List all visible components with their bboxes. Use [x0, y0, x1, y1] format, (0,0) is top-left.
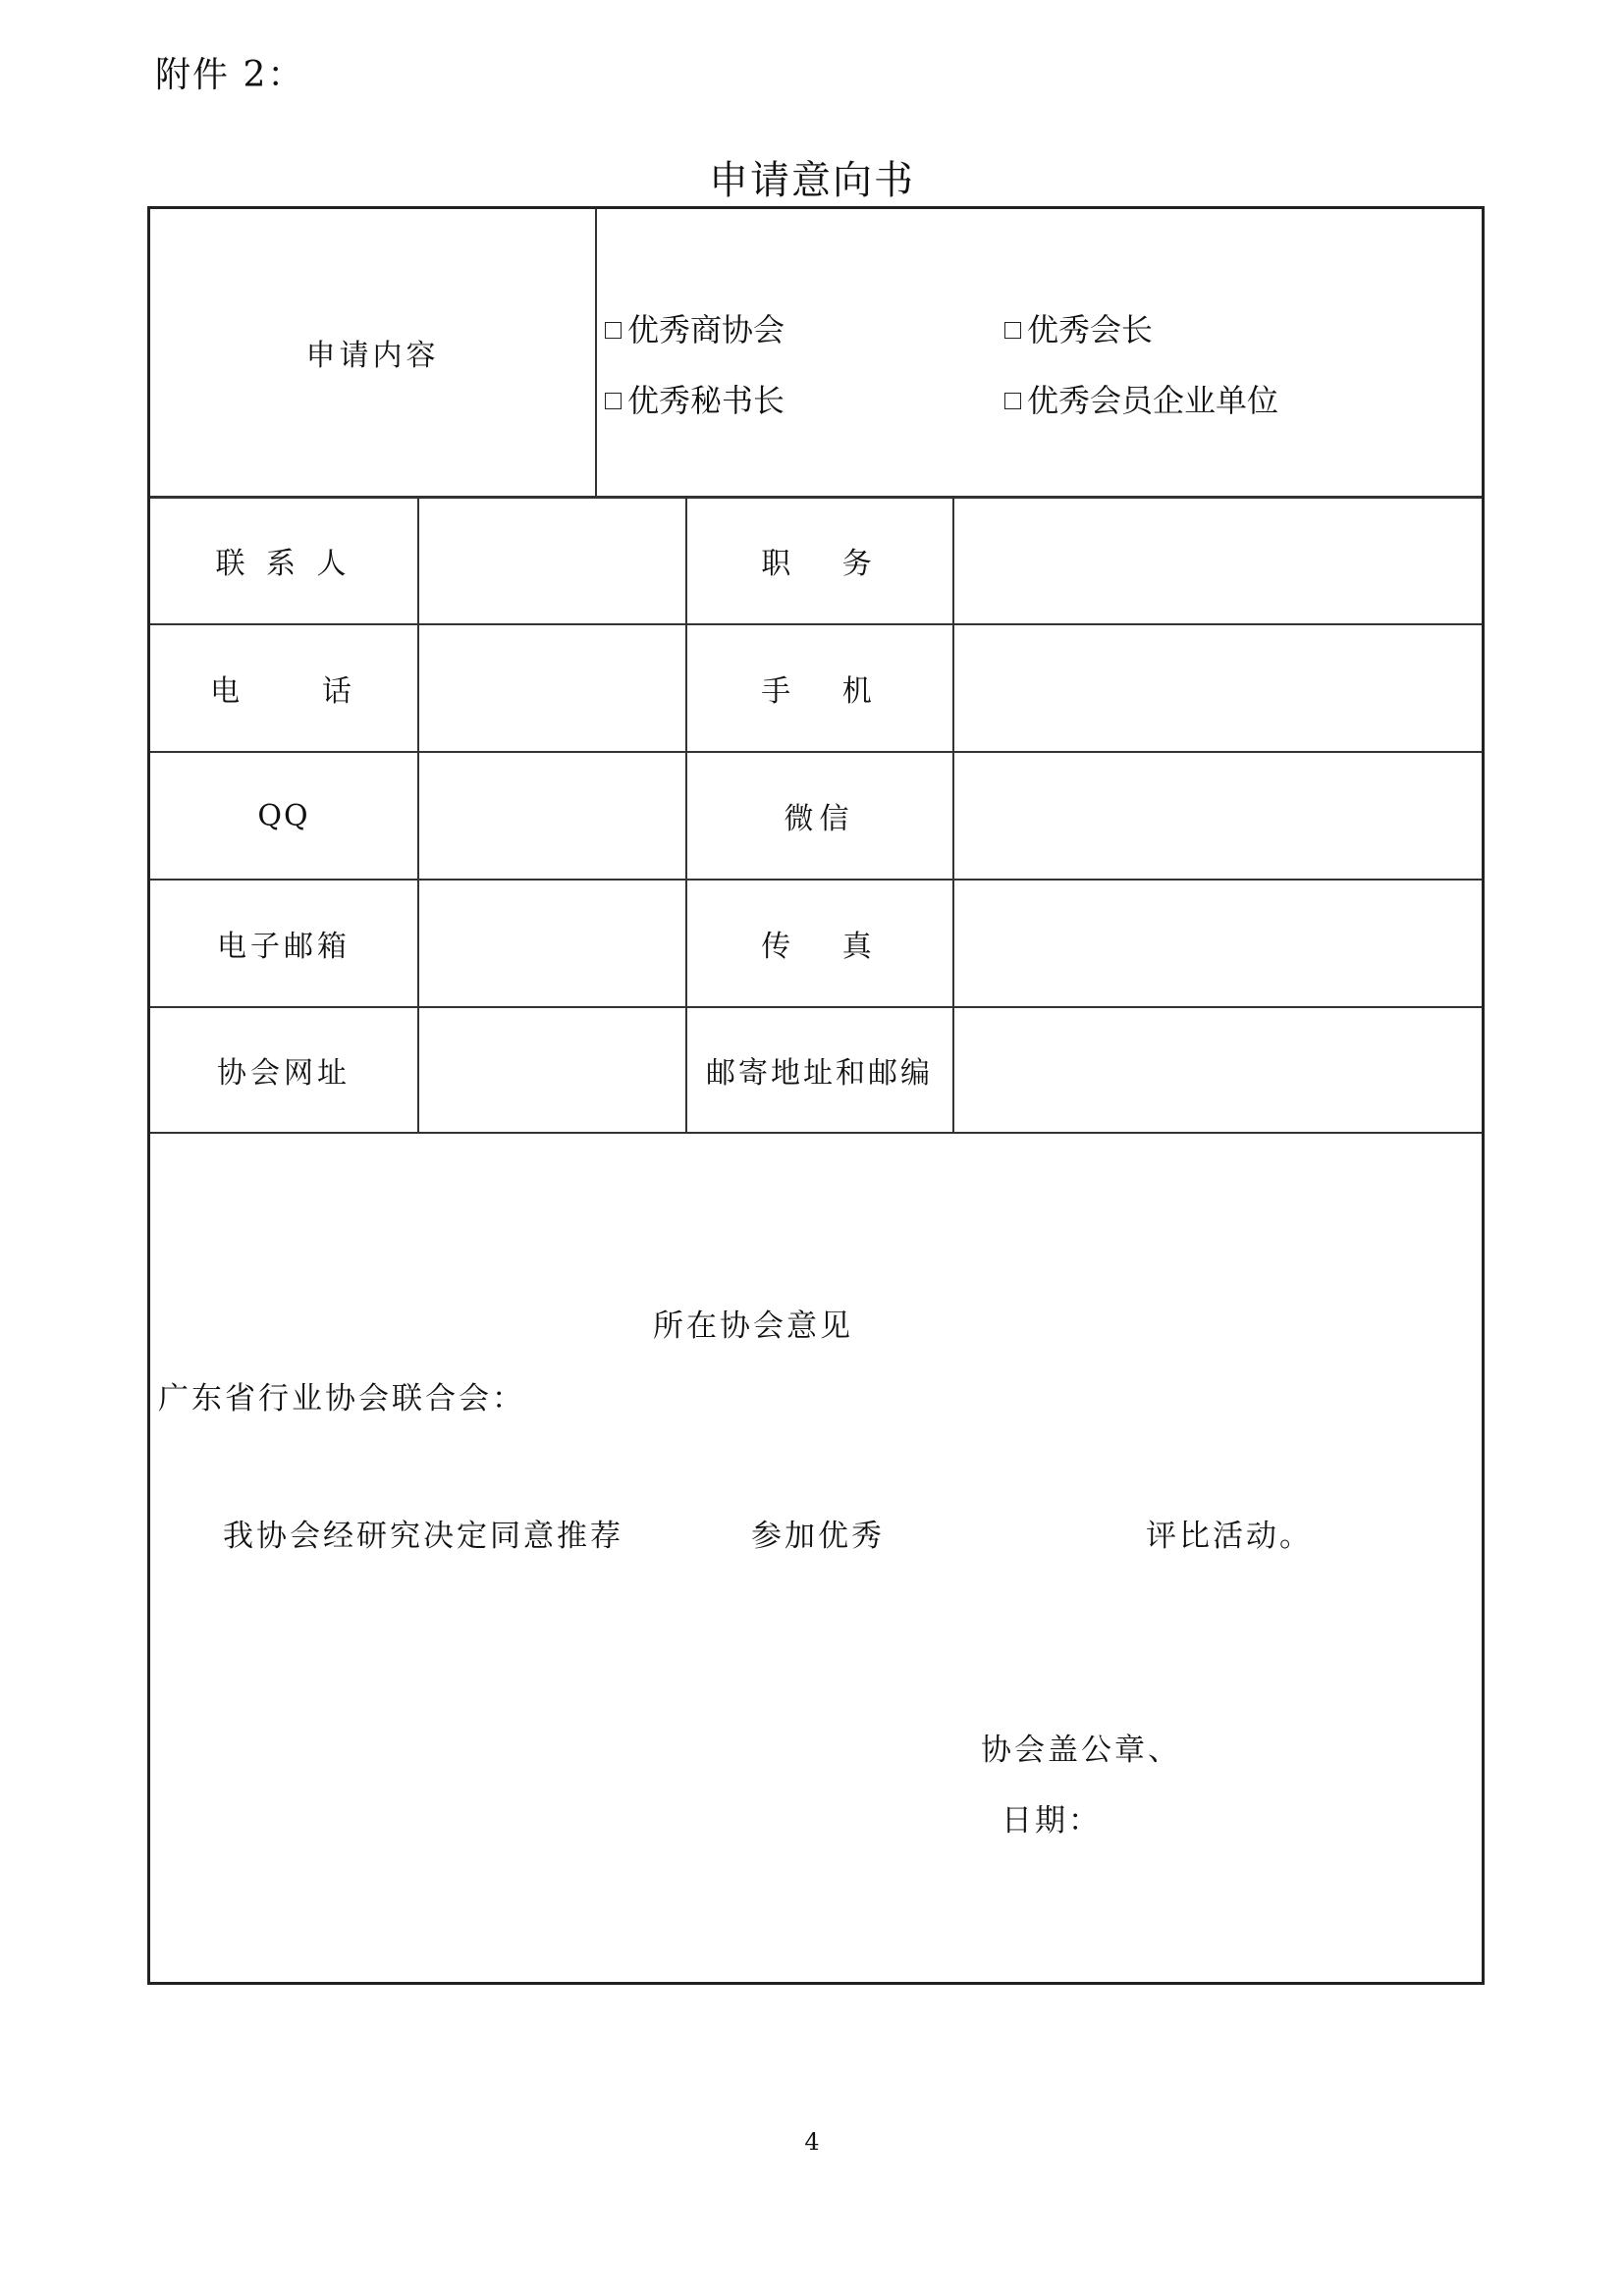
contact-person-field[interactable]: [419, 498, 684, 622]
checkbox-icon[interactable]: [605, 393, 622, 409]
position-label: 职 务: [761, 547, 878, 581]
option-excellent-secretary-general[interactable]: 优秀秘书长: [605, 376, 785, 421]
postal-address-label: 邮寄地址和邮编: [706, 1056, 933, 1091]
mobile-field[interactable]: [954, 625, 1485, 750]
qq-field[interactable]: [419, 753, 684, 878]
mobile-label: 手 机: [761, 674, 878, 709]
seal-label: 协会盖公章、: [981, 1733, 1181, 1768]
section-divider: [150, 1132, 1482, 1134]
opinion-sentence-part2: 参加优秀: [751, 1519, 885, 1554]
fax-field[interactable]: [954, 881, 1485, 1005]
option-excellent-member-enterprise[interactable]: 优秀会员企业单位: [1004, 376, 1278, 421]
telephone-label: 电 话: [210, 674, 357, 709]
opinion-heading: 所在协会意见: [653, 1308, 853, 1344]
wechat-label: 微信: [784, 802, 855, 836]
checkbox-icon[interactable]: [1004, 393, 1021, 409]
email-label: 电子邮箱: [217, 930, 351, 964]
application-form: [147, 206, 1485, 1985]
website-label: 协会网址: [217, 1056, 351, 1091]
contact-person-label: 联 系 人: [215, 547, 352, 581]
opinion-sentence-part1: 我协会经研究决定同意推荐: [223, 1519, 623, 1554]
date-label: 日期：: [1001, 1803, 1102, 1839]
opinion-addressee: 广东省行业协会联合会：: [158, 1381, 525, 1416]
checkbox-icon[interactable]: [1004, 322, 1021, 339]
option-excellent-president[interactable]: 优秀会长: [1004, 305, 1153, 350]
position-field[interactable]: [954, 498, 1485, 622]
postal-address-field[interactable]: [954, 1008, 1485, 1131]
document-title: 申请意向书: [709, 158, 915, 203]
option-excellent-association[interactable]: 优秀商协会: [605, 305, 785, 350]
opinion-sentence-part3: 评比活动。: [1146, 1519, 1313, 1554]
page-number: 4: [804, 2128, 820, 2156]
apply-content-label: 申请内容: [305, 339, 440, 373]
attachment-label: 附件 2：: [155, 55, 305, 95]
wechat-field[interactable]: [954, 753, 1485, 878]
qq-label: QQ: [257, 798, 310, 833]
email-field[interactable]: [419, 881, 684, 1005]
checkbox-icon[interactable]: [605, 322, 622, 339]
fax-label: 传 真: [761, 930, 878, 964]
telephone-field[interactable]: [419, 625, 684, 750]
apply-divider: [595, 209, 597, 496]
website-field[interactable]: [419, 1008, 684, 1131]
